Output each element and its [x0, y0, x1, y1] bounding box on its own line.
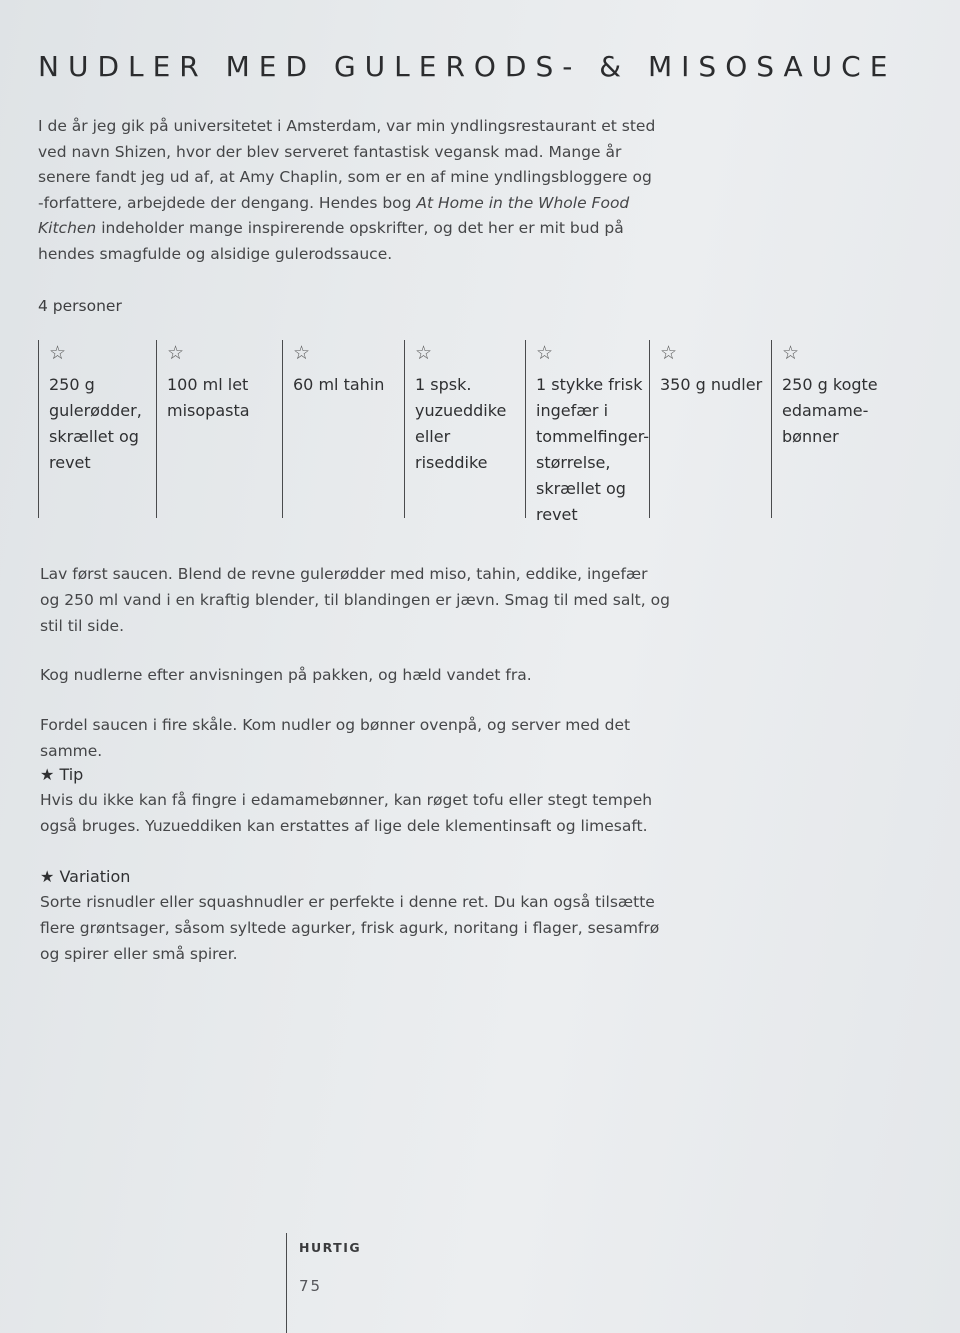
star-outline-icon: ☆	[49, 342, 67, 364]
footer-divider	[286, 1233, 287, 1333]
page-number: 75	[299, 1277, 323, 1295]
ingredient-item	[156, 340, 282, 518]
footer-section-label: HURTIG	[299, 1240, 362, 1255]
ingredient-text: 1 spsk. yuzueddike eller riseddike	[415, 375, 507, 472]
page-title: NUDLER MED GULERODS- & MISOSAUCE	[38, 50, 897, 83]
star-outline-icon: ☆	[415, 342, 433, 364]
intro-text-part1: I de år jeg gik på universitetet i Amsterdam, var min yndlingsrestaurant et sted ved navn Shizen, hvor der blev serveret fantastisk vegansk mad. Mange år senere fandt jeg ud af, at Amy Chaplin, som er en af mine yndlingsbloggere og -forfattere, arbejdede der dengang. Hendes bog	[38, 117, 656, 212]
book-title: At Home in the Whole Food Kitchen	[38, 193, 630, 237]
variation-text: Sorte risnudler eller squashnudler er perfekte i denne ret. Du kan også tilsætte flere grøntsager, såsom syltede agurker, frisk agurk, noritang i flager, sesamfrø og spirer eller små spirer.	[40, 893, 660, 963]
star-outline-icon: ☆	[536, 342, 554, 364]
variation-heading-label: Variation	[59, 867, 131, 886]
ingredient-item	[771, 340, 891, 518]
ingredient-item	[38, 340, 156, 518]
ingredient-item	[525, 340, 650, 524]
ingredient-text: 60 ml tahin	[293, 375, 385, 394]
servings: 4 personer	[38, 297, 122, 315]
intro-text-part2: indeholder mange inspirerende opskrifter, og det her er mit bud på hendes smagfulde og alsidige gulerodssauce.	[38, 219, 624, 263]
star-outline-icon: ☆	[782, 342, 800, 364]
ingredient-item	[282, 340, 404, 518]
tip-text: Hvis du ikke kan få fingre i edamamebønner, kan røget tofu eller stegt tempeh også bruges. Yuzueddiken kan erstattes af lige dele klementinsaft og limesaft.	[40, 791, 653, 835]
filled-star-icon: ★	[40, 867, 55, 886]
ingredient-text: 250 g gulerødder, skrællet og revet	[49, 375, 142, 472]
ingredient-item	[649, 340, 771, 518]
star-outline-icon: ☆	[660, 342, 678, 364]
ingredient-text: 250 g kogte edamame-bønner	[782, 375, 878, 446]
method-step-2: Kog nudlerne efter anvisningen på pakken, og hæld vandet fra.	[40, 666, 532, 684]
ingredient-text: 100 ml let misopasta	[167, 375, 250, 420]
method-step-3: Fordel saucen i fire skåle. Kom nudler og bønner ovenpå, og server med det samme.	[40, 716, 631, 760]
variation-heading	[40, 867, 130, 886]
ingredient-item	[404, 340, 525, 518]
ingredient-text: 350 g nudler	[660, 375, 763, 394]
intro-paragraph	[38, 114, 658, 267]
filled-star-icon: ★	[40, 765, 55, 784]
star-outline-icon: ☆	[167, 342, 185, 364]
star-outline-icon: ☆	[293, 342, 311, 364]
tip-heading	[40, 765, 83, 784]
ingredient-text: 1 stykke frisk ingefær i tommelfinger-størrelse, skrællet og revet	[536, 375, 650, 524]
method-step-1: Lav først saucen. Blend de revne gulerødder med miso, tahin, eddike, ingefær og 250 ml vand i en kraftig blender, til blandingen er jævn. Smag til med salt, og stil til side.	[40, 565, 670, 635]
tip-heading-label: Tip	[59, 765, 84, 784]
ingredient-list	[38, 340, 898, 524]
